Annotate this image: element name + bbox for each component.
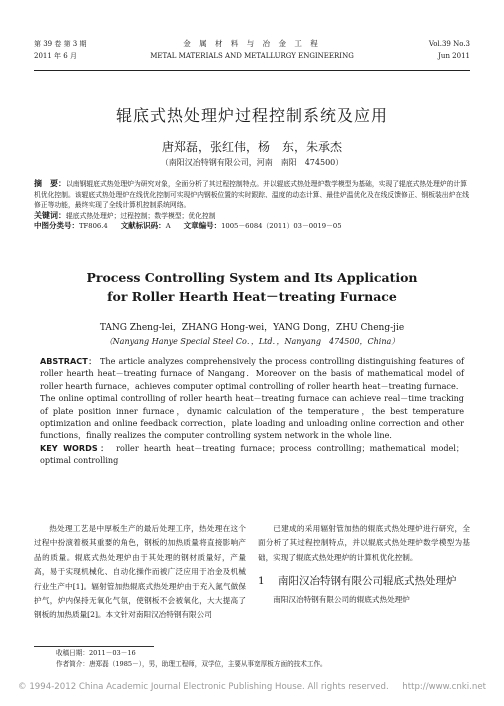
keywords-en [40,442,464,467]
abstract-en-text: The article analyzes comprehensively the process controlling distinguishing features of roller hearth heat－treating furnace of Nangang．Moreover on the basis of mathematical model of roller hearth furnace，achieves computer optimal controlling of roller hearth heat－treating furnace．The online optimal controlling of roller hearth heat－treating furnace can achieve real－time tracking of plate position inner furnace，dynamic calculation of the temperature，the best temperature optimization and online feedback correction，plate loading and unloading online correction and other functions，finally realizes the computer controlling system network in the whole line． [40,356,464,441]
title-en-line1: Process Controlling System and Its Application [86,270,418,285]
classification-line [34,221,470,232]
article-id-label: 文章编号： [183,221,222,231]
article-id-value: 1005－6084（2011）03－0019－05 [221,222,342,231]
journal-name-en: METAL MATERIALS AND METALLURGY ENGINEERING [150,52,354,60]
clc-value: TF806.4 [79,222,108,231]
doc-code-value: A [165,222,171,231]
abstract-zh-text: 以南钢辊底式热处理炉为研究对象，全面分析了其过程控制特点。并以辊底式热处理炉数学模型为基础，实现了辊底式热处理炉的计算机优化控制。该辊底式热处理炉在线优化控制可实现炉内钢板位置的实时跟踪、温度的动态计算、最佳炉温优化及在线反馈修正、钢板装出炉在线修正等功能，最终实现了全线计算机控制系统网络。 [34,180,469,210]
authors-en: TANG Zheng-lei，ZHANG Hong-wei，YANG Dong，ZHU Cheng-jie [99,323,405,333]
journal-name-zh: 金 属 材 料 与 冶 金 工 程 [183,39,321,48]
keywords-zh-label: 关键词： [34,210,66,220]
keywords-zh-text: 辊底式热处理炉；过程控制；数学模型；优化控制 [66,211,216,220]
header-rule [34,70,470,71]
section-heading [258,573,470,589]
abstract-zh-label: 摘 要： [34,179,66,188]
article-title-en [0,268,504,306]
footnote [56,648,470,670]
volume-zh: 第 39 卷 第 3 期 [34,40,87,48]
intro-paragraph: 热处理工艺是中厚板生产的最后处理工序，热处理在这个过程中扮演着极其重要的角色，钢板的加热质量将直接影响产品的质量。辊底式热处理炉由于其处理的钢材质量好，产量高，易于实现机械化、自动化操作而被广泛应用于冶金及机械行业生产中[1]。辐射管加热辊底式热处理炉由于充入氮气做保护气，炉内保持无氧化气氛，使钢板不会被氧化，大大提高了钢板的加热质量[2]。本文针对南阳汉冶特钢有限公司 [34,524,246,620]
header-right [429,38,470,62]
intro-paragraph-continued: 已建成的采用辐射管加热的辊底式热处理炉进行研究，全面分析了其过程控制特点，并以辊底式热处理炉数学模型为基础，实现了辊底式热处理炉的计算机优化控制。 [258,524,470,562]
copyright-text: © 1994-2012 China Academic Journal Electronic Publishing House. All rights reserved. [18,682,389,692]
title-en-line2: for Roller Hearth Heat－treating Furnace [107,289,397,304]
section-number: 1 [258,575,265,588]
doc-code-label: 文献标识码： [120,221,166,231]
footnote-rule [34,646,154,647]
date-en: Jun 2011 [438,52,470,60]
body-column-left [34,522,246,623]
abstract-en-label: ABSTRACT： [40,356,97,366]
header-center [34,38,470,62]
volume-en: Vol.39 No.3 [428,40,470,48]
body-column-right [258,522,470,608]
author-bio: 作者简介：唐郑磊（1985－），男，助理工程师，双学位，主要从事宽厚板方面的技术工作。 [56,660,327,668]
abstract-en-block [40,355,464,467]
article-title-zh: 辊底式热处理炉过程控制系统及应用 [115,106,388,125]
abstract-en [40,355,464,442]
copyright-url[interactable]: http://www.cnki.net [402,682,486,692]
authors-zh: 唐郑磊，张红伟，杨 东，朱承杰 [161,140,342,154]
affiliation-zh: （南阳汉冶特钢有限公司，河南 南阳 474500） [160,158,344,167]
running-header [34,38,470,68]
keywords-en-label: KEY WORDS： [40,442,111,453]
abstract-zh [34,179,470,211]
keywords-en-text: roller hearth heat－treating furnace；process controlling；mathematical model；optimal controlling [40,442,464,466]
section-title: 南阳汉冶特钢有限公司辊底式热处理炉 [278,575,457,588]
keywords-zh [34,211,470,222]
date-zh: 2011 年 6 月 [34,52,77,60]
clc-label: 中图分类号： [34,221,79,231]
section-paragraph: 南阳汉冶特钢有限公司的辊底式热处理炉 [273,595,410,605]
affiliation-en: （Nanyang Hanye Special Steel Co．，Ltd．，Nanyang 474500，China） [104,337,400,346]
received-date: 收稿日期：2011－03－16 [56,649,136,657]
abstract-zh-block [34,179,470,232]
copyright-watermark [18,682,494,692]
